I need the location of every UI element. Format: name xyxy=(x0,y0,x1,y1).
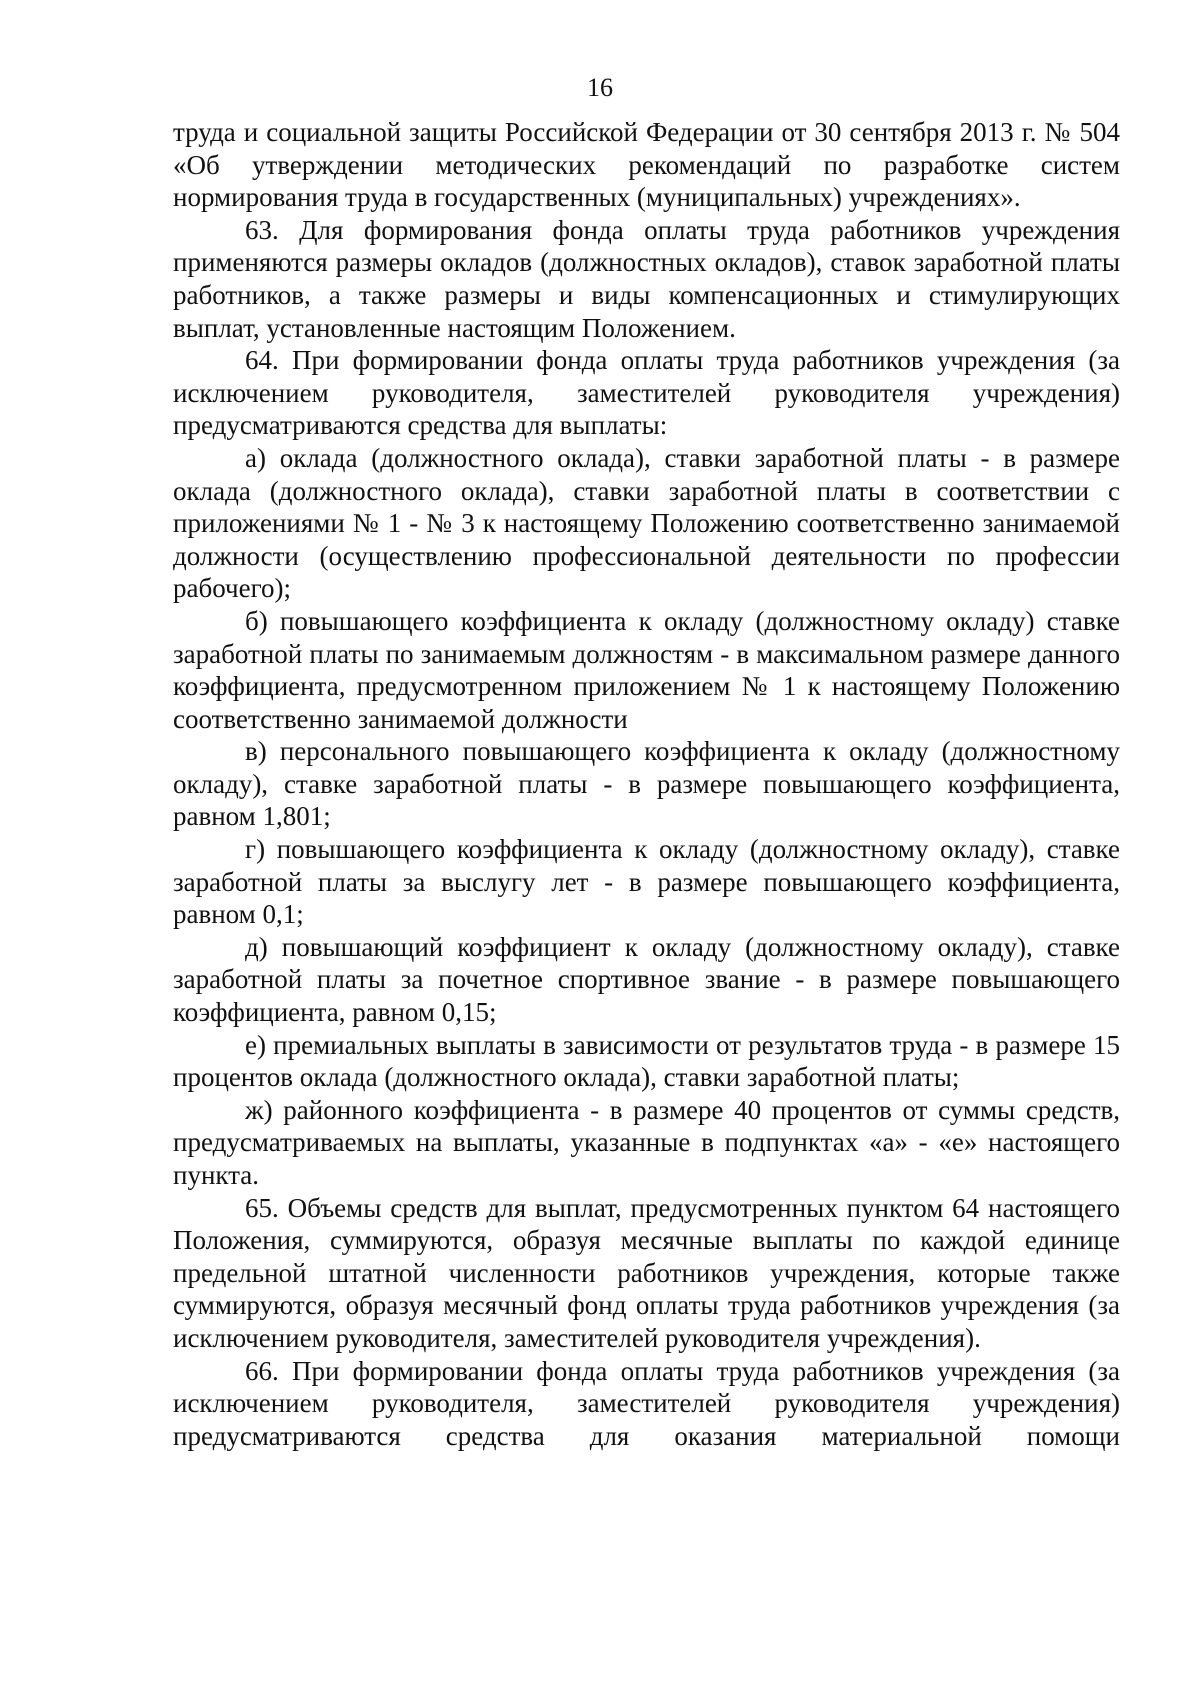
page-number: 16 xyxy=(587,73,613,102)
paragraph-64-v: в) персонального повышающего коэффициента к окладу (должностному окладу), ставке заработной платы - в размере повышающего коэффициента, равном 1,801; xyxy=(173,736,1120,832)
paragraph-63: 63. Для формирования фонда оплаты труда работников учреждения применяются размеры окладов (должностных окладов), ставок заработной платы работников, а также размеры и виды компенсационных и стимулирующих выплат, установленные настоящим Положением. xyxy=(173,214,1120,343)
paragraph-64-b: б) повышающего коэффициента к окладу (должностному окладу) ставке заработной платы по занимаемым должностям - в максимальном размере данного коэффициента, предусмотренном приложением № 1 к настоящему Положению соответственно занимаемой должности xyxy=(173,605,1120,734)
paragraph-64-a: а) оклада (должностного оклада), ставки заработной платы - в размере оклада (должностного оклада), ставки заработной платы в соответствии с приложениями № 1 - № 3 к настоящему Положению соответственно занимаемой должности (осуществлению профессиональной деятельности по профессии рабочего); xyxy=(173,442,1120,604)
paragraph-65: 65. Объемы средств для выплат, предусмотренных пунктом 64 настоящего Положения, суммируются, образуя месячные выплаты по каждой единице предельной штатной численности работников учреждения, которые также суммируются, образуя месячный фонд оплаты труда работников учреждения (за исключением руководителя, заместителей руководителя учреждения). xyxy=(173,1192,1120,1353)
paragraph-66: 66. При формировании фонда оплаты труда работников учреждения (за исключением руководителя, заместителей руководителя учреждения) предусматриваются средства для оказания материальной помощи xyxy=(173,1355,1120,1451)
paragraph-64-zh: ж) районного коэффициента - в размере 40 процентов от суммы средств, предусматриваемых на выплаты, указанные в подпунктах «а» - «е» настоящего пункта. xyxy=(173,1094,1120,1190)
paragraph-continuation: труда и социальной защиты Российской Федерации от 30 сентября 2013 г. № 504 «Об утверждении методических рекомендаций по разработке систем нормирования труда в государственных (муниципальных) учреждениях». xyxy=(173,117,1120,213)
paragraph-64-e: е) премиальных выплаты в зависимости от результатов труда - в размере 15 процентов оклада (должностного оклада), ставки заработной платы; xyxy=(173,1029,1120,1093)
paragraph-64-d: д) повышающий коэффициент к окладу (должностному окладу), ставке заработной платы за почетное спортивное звание - в размере повышающего коэффициента, равном 0,15; xyxy=(173,931,1120,1028)
paragraph-64: 64. При формировании фонда оплаты труда работников учреждения (за исключением руководителя, заместителей руководителя учреждения) предусматриваются средства для выплаты: xyxy=(173,345,1120,441)
paragraph-64-g: г) повышающего коэффициента к окладу (должностному окладу), ставке заработной платы за выслугу лет - в размере повышающего коэффициента, равном 0,1; xyxy=(173,834,1120,930)
document-body xyxy=(173,116,1120,1452)
